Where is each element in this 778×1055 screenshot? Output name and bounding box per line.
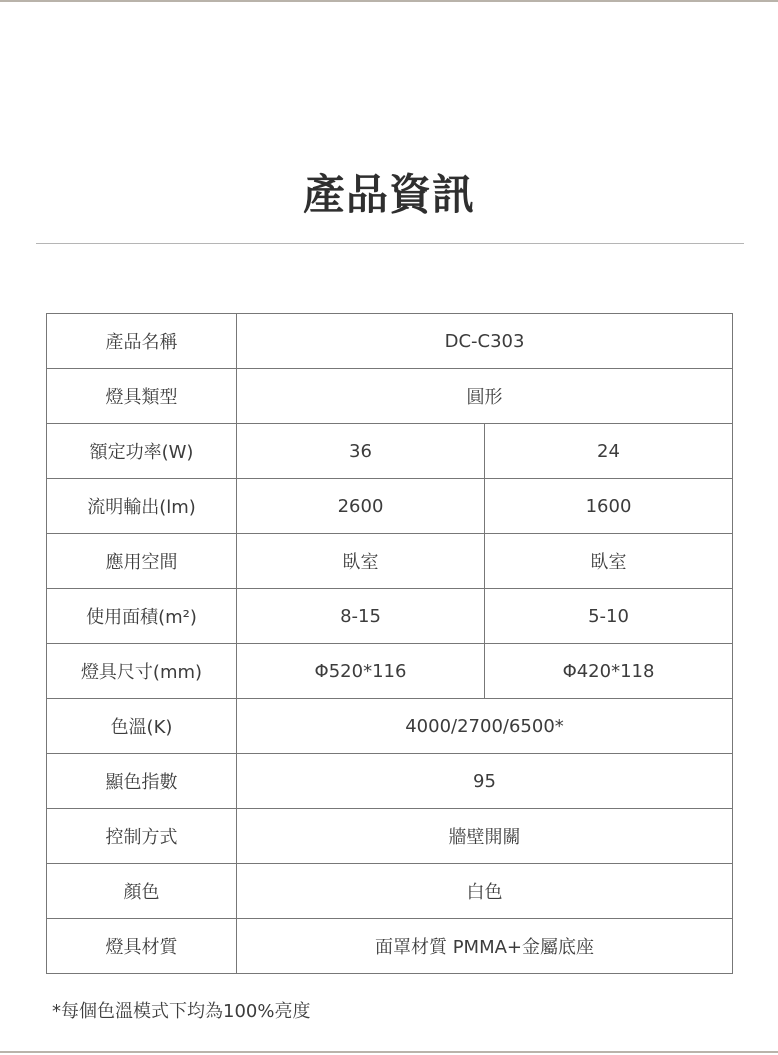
spec-label: 產品名稱: [47, 314, 237, 369]
spec-value: 面罩材質 PMMA+金屬底座: [237, 919, 733, 974]
spec-label: 使用面積(m²): [47, 589, 237, 644]
bottom-divider: [0, 1051, 778, 1053]
spec-label: 顯色指數: [47, 754, 237, 809]
table-row: [47, 479, 733, 534]
spec-table: [46, 313, 733, 974]
spec-value: 24: [485, 424, 733, 479]
title-divider: [36, 243, 744, 244]
spec-label: 控制方式: [47, 809, 237, 864]
spec-value: 5-10: [485, 589, 733, 644]
spec-value: 2600: [237, 479, 485, 534]
spec-value: DC-C303: [237, 314, 733, 369]
table-row: [47, 864, 733, 919]
footnote: *每個色溫模式下均為100%亮度: [52, 1001, 311, 1022]
table-row: [47, 369, 733, 424]
spec-label: 燈具材質: [47, 919, 237, 974]
spec-label: 顏色: [47, 864, 237, 919]
table-row: [47, 699, 733, 754]
spec-value: 臥室: [237, 534, 485, 589]
top-divider: [0, 0, 778, 2]
table-row: [47, 589, 733, 644]
table-row: [47, 809, 733, 864]
table-row: [47, 314, 733, 369]
table-row: [47, 919, 733, 974]
spec-value: 牆壁開關: [237, 809, 733, 864]
spec-label: 燈具尺寸(mm): [47, 644, 237, 699]
spec-label: 燈具類型: [47, 369, 237, 424]
spec-value: 8-15: [237, 589, 485, 644]
table-row: [47, 534, 733, 589]
spec-value: Φ420*118: [485, 644, 733, 699]
spec-value: 圓形: [237, 369, 733, 424]
table-row: [47, 644, 733, 699]
spec-value: Φ520*116: [237, 644, 485, 699]
page-title: 產品資訊: [302, 170, 475, 219]
table-row: [47, 754, 733, 809]
spec-label: 額定功率(W): [47, 424, 237, 479]
spec-value: 4000/2700/6500*: [237, 699, 733, 754]
spec-value: 白色: [237, 864, 733, 919]
spec-label: 應用空間: [47, 534, 237, 589]
spec-value: 1600: [485, 479, 733, 534]
table-row: [47, 424, 733, 479]
spec-label: 流明輸出(lm): [47, 479, 237, 534]
spec-label: 色溫(K): [47, 699, 237, 754]
spec-value: 36: [237, 424, 485, 479]
spec-value: 95: [237, 754, 733, 809]
spec-value: 臥室: [485, 534, 733, 589]
